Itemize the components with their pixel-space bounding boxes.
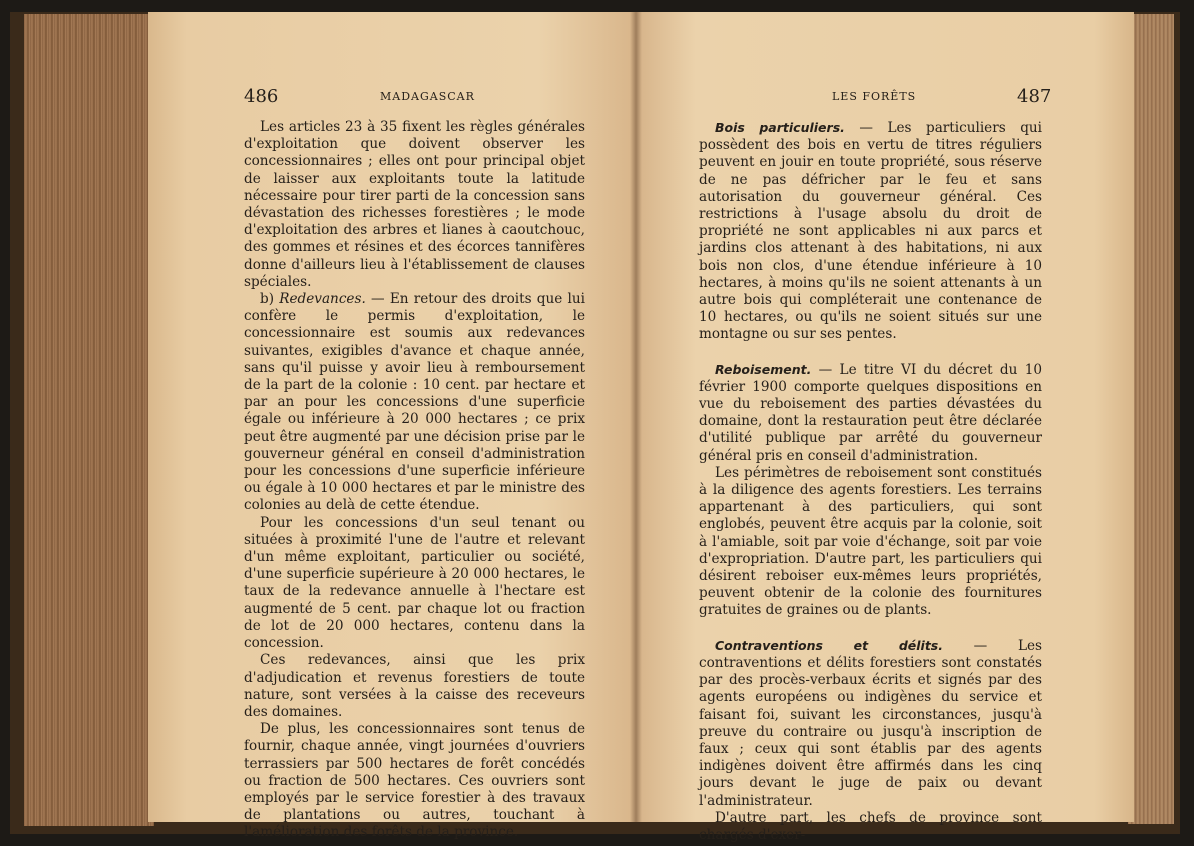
running-header: MADAGASCAR <box>380 90 475 103</box>
paragraph: D'autre part, les chefs de province sont chargés d'exer- <box>699 809 1042 843</box>
section-heading: Redevances. <box>279 291 366 308</box>
left-page-edges <box>24 14 154 826</box>
page-number: 487 <box>1017 86 1052 107</box>
paragraph: De plus, les concessionnaires sont tenus de fournir, chaque année, vingt journées d'ouvriers terrassiers par 500 hectares de forêt concédés ou fraction de 500 hectares. Ces ouvriers sont employés par le service forestier à des travaux de plantations ou autres, touchant à l'amélioration des forêts de la province. <box>244 721 585 841</box>
running-header: LES FORÊTS <box>832 90 917 103</box>
page-body <box>699 119 1042 844</box>
paragraph: Les périmètres de reboisement sont constitués à la diligence des agents forestiers. Les terrains appartenant à des particuliers, qui sont englobés, peuvent être acquis par la colonie, soit à l'amiable, soit par voie d'échange, soit par voie d'expropriation. D'autre part, les particuliers qui désirent reboiser eux-mêmes leurs propriétés, peuvent obtenir de la colonie des fournitures gratuites de graines ou de plants. <box>699 464 1042 619</box>
page-number: 486 <box>244 86 279 107</box>
paragraph: Bois particuliers. — Les particuliers qui possèdent des bois en vertu de titres réguliers peuvent en jouir en toute propriété, sous réserve de ne pas défricher par le feu et sans autorisation du gouverneur général. Ces restrictions à l'usage absolu du droit de propriété ne sont applicables ni aux parcs et jardins clos attenant à des habitations, ni aux bois non clos, d'une étendue inférieure à 10 hectares, à moins qu'ils ne soient attenants à un autre bois qui compléterait une contenance de 10 hectares, ou qu'ils ne soient situés sur une montagne ou sur ses pentes. <box>699 120 1042 343</box>
page-body <box>244 119 585 842</box>
paragraph: b) Redevances. — En retour des droits que lui confère le permis d'exploitation, le concessionnaire est soumis aux redevances suivantes, exigibles d'avance et chaque année, sans qu'il puisse y avoir lieu à remboursement de la part de la colonie : 10 cent. par hectare et par an pour les concessions d'une superficie égale ou inférieure à 20 000 hectares ; ce prix peut être augmenté par une décision prise par le gouverneur général en conseil d'administration pour les concessions d'une superficie inférieure ou égale à 10 000 hectares et par le ministre des colonies au delà de cette étendue. <box>244 291 586 514</box>
paragraph: Ces redevances, ainsi que les prix d'adjudication et revenus forestiers de toute nature, sont versées à la caisse des receveurs des domaines. <box>244 652 585 720</box>
section-heading: Bois particuliers. <box>715 120 845 135</box>
section-heading: Reboisement. <box>715 361 812 377</box>
section-heading: Contraventions et délits. <box>715 637 943 653</box>
paragraph: Les articles 23 à 35 fixent les règles générales d'exploitation que doivent observer les concessionnaires ; elles ont pour principal objet de laisser aux exploitants toute la latitude nécessaire pour tirer parti de la concession sans dévastation des richesses forestières ; le mode d'exploitation des arbres et lianes à caoutchouc, des gommes et résines et des écorces tannifères donne d'ailleurs lieu à l'établissement de clauses spéciales. <box>244 119 585 290</box>
right-page <box>636 12 1134 843</box>
right-page-edges <box>1128 14 1174 824</box>
paragraph: Reboisement. — Le titre VI du décret du 10 février 1900 comporte quelques dispositions en vue du reboisement des parties dévastées du domaine, dont la restauration peut être déclarée d'utilité publique par arrêté du gouverneur général pris en conseil d'administration. <box>699 361 1042 464</box>
left-page <box>148 12 636 841</box>
paragraph: Pour les concessions d'un seul tenant ou situées à proximité l'une de l'autre et relevant d'un même exploitant, particulier ou société, d'une superficie supérieure à 20 000 hectares, le taux de la redevance annuelle à l'hectare est augmenté de 5 cent. par chaque lot ou fraction de lot de 20 000 hectares, contenu dans la concession. <box>244 514 585 652</box>
book-gutter <box>630 12 642 822</box>
paragraph: Contraventions et délits. — Les contraventions et délits forestiers sont constatés par des procès-verbaux écrits et signés par des agents européens ou indigènes du service et faisant foi, suivant les circonstances, jusqu'à preuve du contraire ou jusqu'à inscription de faux ; ceux qui sont établis par des agents indigènes doivent être affirmés dans les cinq jours devant le juge de paix ou devant l'administrateur. <box>699 637 1042 809</box>
